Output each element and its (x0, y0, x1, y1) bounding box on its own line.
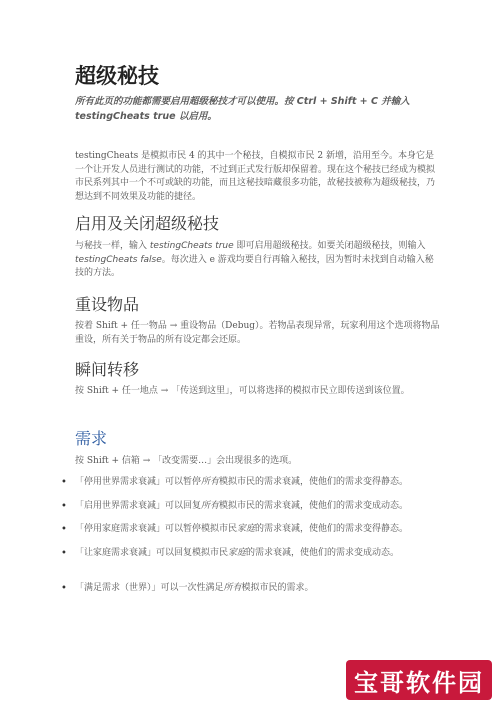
intro-note: 所有此页的功能都需要启用超级秘技才可以使用。按 Ctrl + Shift + C 并输入 testingCheats true 以启用。 (75, 96, 410, 122)
heading-teleport: 瞬间转移 (75, 360, 140, 379)
paragraph-needs: 按 Shift + 信箱 → 「改变需要…」会出现很多的选项。 (75, 456, 298, 466)
heading-enable-disable: 启用及关闭超级秘技 (75, 214, 220, 233)
bullet-icon: • (61, 477, 67, 488)
bullet-icon: • (61, 583, 67, 594)
needs-option-list (61, 476, 435, 606)
paragraph-enable-disable: 与秘技一样，输入 testingCheats true 即可启用超级秘技。如要关闭超级秘技，则输入 testingCheats false。每次进入 e 游戏均要自行再输入秘技，因为暂时未找到自动输入秘技的方法。 (75, 241, 434, 278)
list-item: • 「停用家庭需求衰减」可以暂停模拟市民家庭的需求衰减，使他们的需求变得静态。 (61, 524, 409, 535)
bullet-icon: • (61, 547, 67, 559)
page-title: 超级秘技 (75, 64, 159, 88)
list-item: • 「让家庭需求衰减」可以回复模拟市民家庭的需求衰减，使他们的需求变成动态。 (61, 547, 400, 559)
code-cheat-true: testingCheats true (149, 241, 234, 251)
watermark-logo: 宝哥软件园 (346, 660, 492, 700)
bullet-icon: • (61, 524, 67, 535)
heading-reset-object: 重设物品 (75, 295, 140, 314)
paragraph-reset-object: 按着 Shift + 任一物品 → 重设物品（Debug）。若物品表现异常，玩家利用这个选项将物品重设，所有关于物品的所有设定都会还原。 (75, 321, 440, 345)
paragraph-testingcheats: testingCheats 是模拟市民 4 的其中一个秘技，自模拟市民 2 新增，沿用至今。本身它是一个让开发人员进行测试的功能，不过到正式发行版却保留着。现在这个秘技已经成为模拟市民系列其中一个不可或缺的功能，而且这秘技暗藏很多功能，故秘技被称为超级秘技，乃想达到不同效果及功能的捷径。 (75, 151, 436, 202)
heading-needs: 需求 (75, 429, 108, 448)
list-item: • 「停用世界需求衰减」可以暂停所有模拟市民的需求衰减，使他们的需求变得静态。 (61, 477, 409, 488)
code-cheat-false: testingCheats false (75, 254, 162, 265)
list-item: • 「启用世界需求衰减」可以回复所有模拟市民的需求衰减，使他们的需求变成动态。 (61, 500, 409, 512)
list-item: • 「满足需求（世界）」可以一次性满足所有模拟市民的需求。 (61, 583, 314, 594)
bullet-icon: • (61, 500, 67, 512)
paragraph-teleport: 按 Shift + 任一地点 → 「传送到这里」，可以将选择的模拟市民立即传送到该位置。 (75, 386, 410, 396)
